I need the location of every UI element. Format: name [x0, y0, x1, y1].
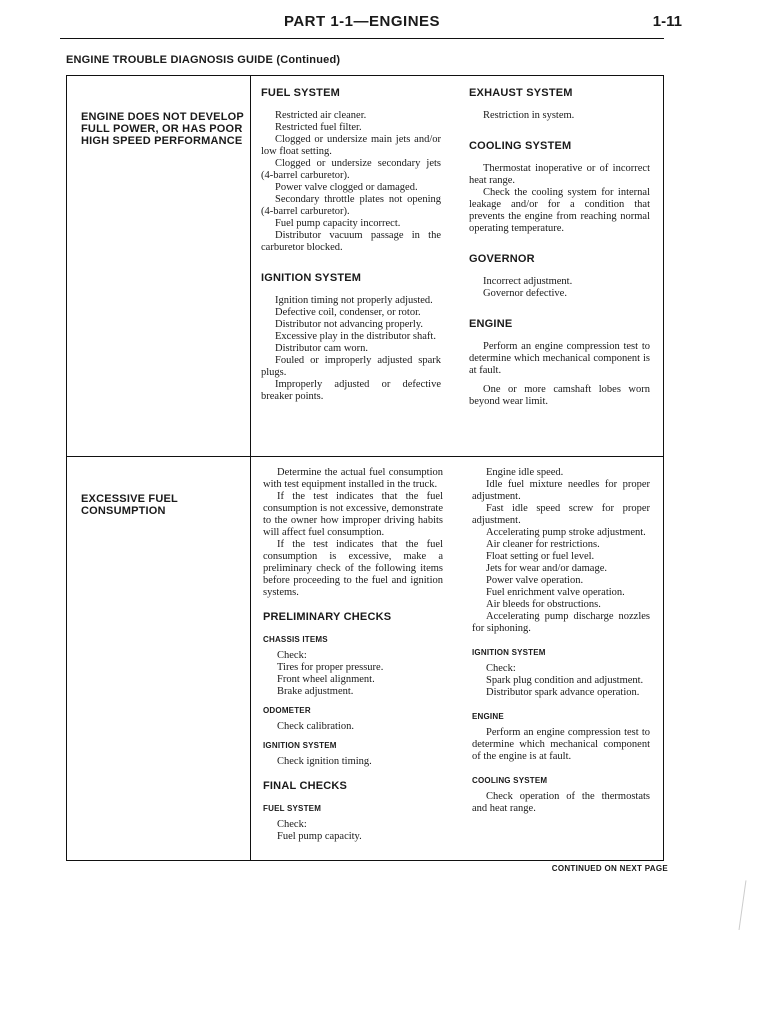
list-item: Air bleeds for obstructions.	[486, 599, 601, 610]
list-item: If the test indicates that the fuel consumption is not excessive, demonstrate to the owner how improper driving habits will affect fuel consumption.	[263, 491, 443, 538]
section-title: ENGINE TROUBLE DIAGNOSIS GUIDE (Continued)	[66, 54, 341, 66]
list-item: Accelerating pump discharge nozzles for siphoning.	[472, 611, 650, 634]
cooling-system-heading: COOLING SYSTEM	[469, 140, 572, 152]
list-item: Thermostat inoperative or of incorrect heat range.	[469, 163, 650, 186]
row1-middle-column	[261, 87, 441, 403]
final-engine-heading: ENGINE	[472, 712, 504, 721]
list-item: Front wheel alignment.	[277, 674, 375, 685]
final-fuel-heading: FUEL SYSTEM	[263, 804, 322, 813]
list-item: Accelerating pump stroke adjustment.	[486, 527, 646, 538]
list-item: Distributor not advancing properly.	[275, 319, 424, 330]
list-item: Power valve clogged or damaged.	[275, 182, 418, 193]
list-item: Improperly adjusted or defective breaker points.	[261, 379, 441, 402]
list-item: Restricted air cleaner.	[275, 110, 367, 121]
page-title: PART 1-1—ENGINES	[283, 13, 441, 30]
page-edge-mark	[737, 880, 747, 930]
list-item: Idle fuel mixture needles for proper adjustment.	[472, 479, 650, 502]
list-item: Engine idle speed.	[486, 467, 564, 478]
list-item: Restricted fuel filter.	[275, 122, 362, 133]
list-item: Jets for wear and/or damage.	[486, 563, 607, 574]
prelim-ignition-heading: IGNITION SYSTEM	[263, 741, 337, 750]
page-number: 1-11	[652, 13, 682, 30]
condition-poor-power: ENGINE DOES NOT DEVELOP FULL POWER, OR HAS POOR HIGH SPEED PERFORMANCE	[81, 111, 244, 147]
condition-excessive-fuel: EXCESSIVE FUEL CONSUMPTION	[81, 493, 178, 517]
list-item: Brake adjustment.	[277, 686, 354, 697]
list-item: Perform an engine compression test to determine which mechanical component of the engine is at fault.	[472, 727, 650, 762]
list-item: Check:	[277, 650, 307, 661]
row1-right-column	[469, 87, 650, 408]
list-item: Governor defective.	[483, 288, 567, 299]
list-item: Incorrect adjustment.	[483, 276, 573, 287]
list-item: Check ignition timing.	[277, 756, 372, 767]
list-item: Fouled or improperly adjusted spark plugs.	[261, 355, 441, 378]
list-item: Determine the actual fuel consumption with test equipment installed in the truck.	[263, 467, 443, 490]
fuel-system-heading: FUEL SYSTEM	[261, 87, 341, 99]
list-item: Fuel pump capacity incorrect.	[275, 218, 401, 229]
list-item: Check:	[277, 819, 307, 830]
list-item: Ignition timing not properly adjusted.	[275, 295, 433, 306]
list-item: Power valve operation.	[486, 575, 584, 586]
list-item: Check calibration.	[277, 721, 354, 732]
exhaust-system-heading: EXHAUST SYSTEM	[469, 87, 573, 99]
list-item: If the test indicates that the fuel consumption is excessive, make a preliminary check of the following items before proceeding to the fuel and ignition systems.	[263, 539, 443, 598]
diagnosis-table	[66, 75, 664, 861]
row-divider	[67, 456, 663, 457]
engine-heading: ENGINE	[469, 318, 513, 330]
row2-middle-column	[263, 467, 443, 843]
list-item: Check the cooling system for internal leakage and/or for a condition that prevents the engine from reaching normal operating temperature.	[469, 187, 650, 234]
preliminary-checks-heading: PRELIMINARY CHECKS	[263, 611, 392, 623]
continued-note: CONTINUED ON NEXT PAGE	[551, 864, 668, 873]
final-checks-heading: FINAL CHECKS	[263, 780, 348, 792]
list-item: Check operation of the thermostats and heat range.	[472, 791, 650, 814]
final-ignition-heading: IGNITION SYSTEM	[472, 648, 546, 657]
list-item: Float setting or fuel level.	[486, 551, 595, 562]
ignition-system-heading: IGNITION SYSTEM	[261, 272, 362, 284]
governor-heading: GOVERNOR	[469, 253, 535, 265]
list-item: Fuel pump capacity.	[277, 831, 362, 842]
list-item: One or more camshaft lobes worn beyond wear limit.	[469, 384, 650, 407]
list-item: Clogged or undersize main jets and/or low float setting.	[261, 134, 441, 157]
list-item: Clogged or undersize secondary jets (4-barrel carburetor).	[261, 158, 441, 181]
list-item: Air cleaner for restrictions.	[486, 539, 600, 550]
column-divider	[250, 76, 251, 860]
final-cooling-heading: COOLING SYSTEM	[472, 776, 548, 785]
row2-right-column	[472, 467, 650, 815]
list-item: Distributor vacuum passage in the carburetor blocked.	[261, 230, 441, 253]
list-item: Fuel enrichment valve operation.	[486, 587, 625, 598]
page-header	[60, 12, 682, 39]
chassis-items-heading: CHASSIS ITEMS	[263, 635, 328, 644]
list-item: Distributor cam worn.	[275, 343, 369, 354]
list-item: Check:	[486, 663, 516, 674]
odometer-heading: ODOMETER	[263, 706, 311, 715]
list-item: Secondary throttle plates not opening (4-barrel carburetor).	[261, 194, 441, 217]
list-item: Perform an engine compression test to determine which mechanical component is at fault.	[469, 341, 650, 376]
list-item: Tires for proper pressure.	[277, 662, 384, 673]
list-item: Distributor spark advance operation.	[486, 687, 640, 698]
list-item: Spark plug condition and adjustment.	[486, 675, 644, 686]
list-item: Restriction in system.	[483, 110, 575, 121]
list-item: Fast idle speed screw for proper adjustment.	[472, 503, 650, 526]
list-item: Defective coil, condenser, or rotor.	[275, 307, 421, 318]
list-item: Excessive play in the distributor shaft.	[275, 331, 436, 342]
